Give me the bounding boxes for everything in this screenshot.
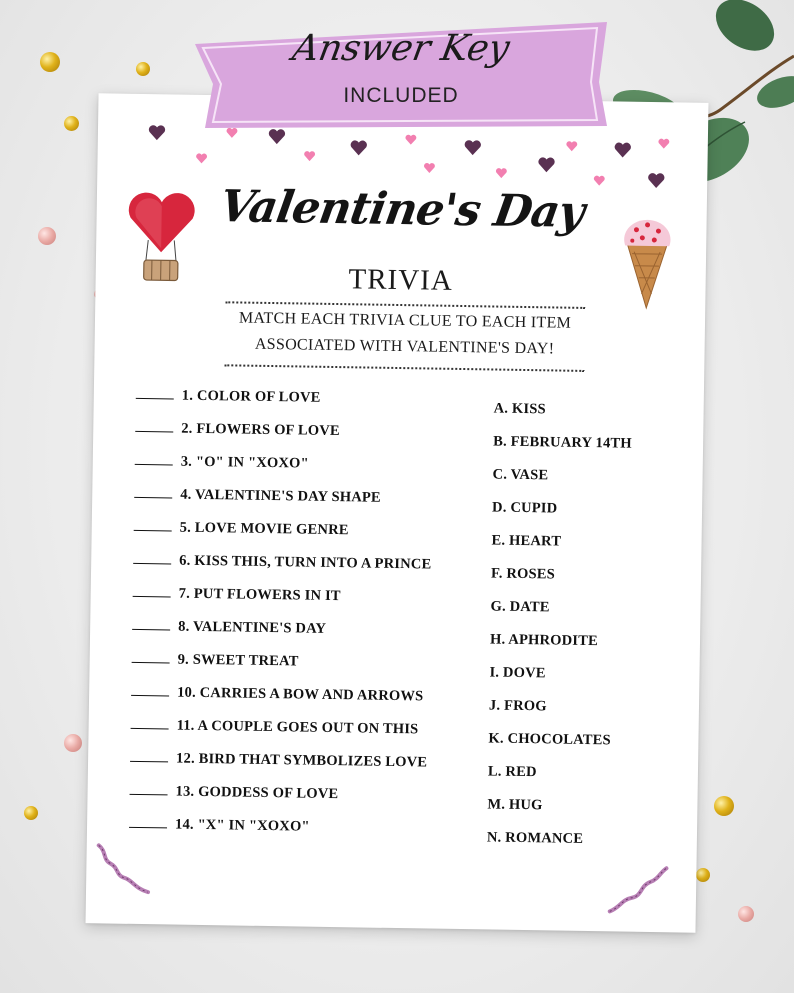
answer-option: M. HUG [487,796,543,814]
rose-confetti [38,227,56,245]
answer-option: H. APHRODITE [489,631,599,650]
answer-option: L. RED [487,763,537,781]
gold-confetti [714,796,734,816]
answer-option: D. CUPID [491,499,558,517]
rose-confetti [738,906,754,922]
heart-icon [566,141,578,152]
answer-option: F. ROSES [490,565,556,583]
answer-blank[interactable] [135,464,173,466]
gold-confetti [40,52,60,72]
gold-confetti [24,806,38,820]
answer-option: N. ROMANCE [486,829,584,847]
dotted-divider-top [225,301,585,309]
heart-icon [226,127,238,138]
sheet-title: Valentine's Day [216,181,588,238]
answer-blank[interactable] [131,728,169,730]
heart-icon [614,141,632,158]
clue-item: 4. VALENTINE'S DAY SHAPE [134,486,381,507]
clue-item: 14. "X" IN "XOXO" [129,816,310,836]
answer-option: B. FEBRUARY 14TH [493,433,632,452]
answer-key-banner [195,22,607,128]
heart-icon [195,153,207,164]
ice-cream-cone-icon [621,214,673,311]
heart-icon [268,128,286,145]
clue-item: 12. BIRD THAT SYMBOLIZES LOVE [130,750,427,772]
answer-option: E. HEART [491,532,562,550]
heart-icon [647,172,665,189]
gold-confetti [696,868,710,882]
answer-option: I. DOVE [489,664,546,682]
answer-blank[interactable] [136,398,174,400]
heart-icon [464,139,482,156]
heart-icon [423,162,435,173]
included-text: INCLUDED [343,84,459,107]
clue-item: 5. LOVE MOVIE GENRE [134,519,349,539]
answer-blank[interactable] [130,794,168,796]
dotted-divider-bottom [224,364,584,372]
clue-item: 6. KISS THIS, TURN INTO A PRINCE [133,552,431,574]
answer-blank[interactable] [135,431,173,433]
answer-option: C. VASE [492,466,549,484]
clue-item: 10. CARRIES A BOW AND ARROWS [131,684,423,706]
streamer-icon [606,863,671,916]
clue-item: 2. FLOWERS OF LOVE [135,420,340,440]
heart-icon [350,139,368,156]
answer-blank[interactable] [132,629,170,631]
answer-key-text: Answer Key [289,28,513,69]
instruction-line-2: ASSOCIATED WITH VALENTINE'S DAY! [254,335,555,358]
heart-balloon-icon [126,190,197,283]
clue-item: 13. GODDESS OF LOVE [129,783,338,803]
clue-item: 9. SWEET TREAT [132,651,299,671]
clue-item: 3. "O" IN "XOXO" [135,453,309,473]
answer-option: J. FROG [488,697,547,715]
clue-item: 1. COLOR OF LOVE [136,387,321,407]
clue-item: 7. PUT FLOWERS IN IT [133,585,341,605]
heart-icon [148,124,166,141]
sheet-subtitle: TRIVIA [348,263,454,297]
answer-option: A. KISS [493,400,546,418]
answer-blank[interactable] [132,662,170,664]
answer-option: K. CHOCOLATES [488,730,611,749]
answer-blank[interactable] [134,497,172,499]
answer-blank[interactable] [130,761,168,763]
heart-icon [537,156,555,173]
heart-icon [593,175,605,186]
rose-confetti [64,734,82,752]
heart-icon [304,150,316,161]
streamer-icon [94,841,155,896]
answer-blank[interactable] [131,695,169,697]
answer-blank[interactable] [134,530,172,532]
clue-item: 11. A COUPLE GOES OUT ON THIS [130,717,418,739]
gold-confetti [64,116,79,131]
answer-option: G. DATE [490,598,550,616]
clue-item: 8. VALENTINE'S DAY [132,618,326,638]
instruction-line-1: MATCH EACH TRIVIA CLUE TO EACH ITEM [238,309,572,332]
answer-blank[interactable] [133,563,171,565]
trivia-sheet [86,93,709,932]
answer-blank[interactable] [129,827,167,829]
gold-confetti [136,62,150,76]
heart-icon [658,138,670,149]
heart-icon [405,134,417,145]
answer-blank[interactable] [133,596,171,598]
heart-icon [495,168,507,179]
